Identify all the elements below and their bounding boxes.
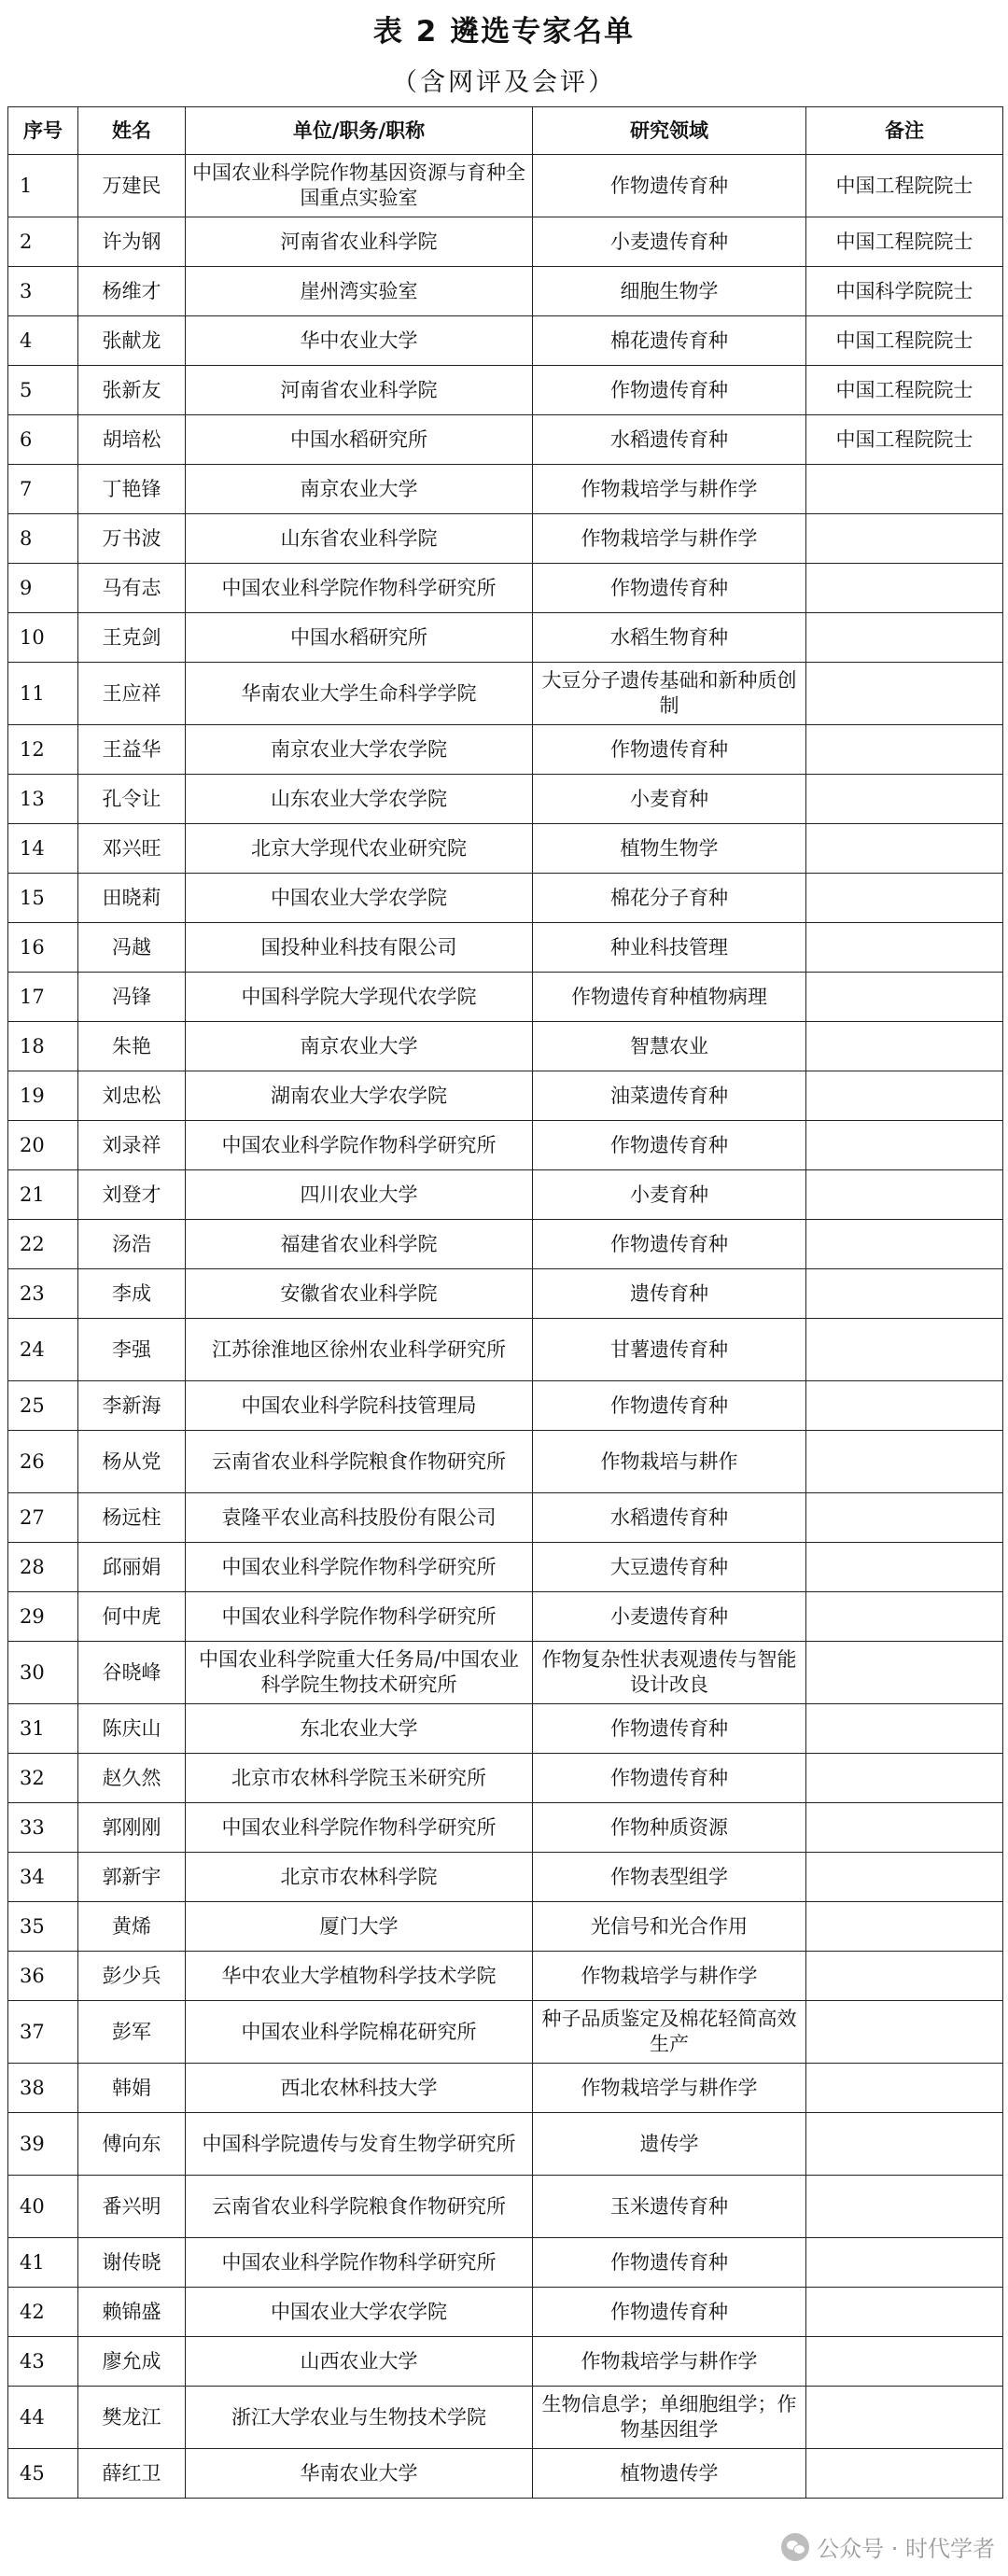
cell-remark (806, 2288, 1003, 2337)
table-row (8, 316, 1003, 366)
expert-table (7, 106, 1003, 2499)
cell-affiliation: 华中农业大学 (186, 316, 533, 366)
cell-affiliation: 北京市农林科学院玉米研究所 (186, 1754, 533, 1803)
cell-field: 作物遗传育种 (533, 564, 806, 613)
table-row (8, 155, 1003, 217)
cell-field: 棉花分子育种 (533, 874, 806, 923)
cell-remark (806, 1853, 1003, 1902)
cell-field: 作物遗传育种 (533, 366, 806, 415)
cell-index: 42 (8, 2288, 78, 2337)
cell-affiliation: 中国农业科学院作物基因资源与育种全国重点实验室 (186, 155, 533, 217)
cell-name: 张新友 (78, 366, 186, 415)
cell-remark (806, 1493, 1003, 1543)
cell-affiliation: 华中农业大学植物科学技术学院 (186, 1952, 533, 2001)
table-row (8, 824, 1003, 874)
cell-index: 40 (8, 2176, 78, 2238)
table-row (8, 973, 1003, 1022)
table-row (8, 2176, 1003, 2238)
watermark-text: 公众号 · 时代学者 (817, 2536, 995, 2562)
cell-affiliation: 中国农业科学院科技管理局 (186, 1381, 533, 1431)
table-row (8, 775, 1003, 824)
cell-remark (806, 2064, 1003, 2113)
table-row (8, 514, 1003, 564)
cell-affiliation: 江苏徐淮地区徐州农业科学研究所 (186, 1319, 533, 1381)
cell-index: 30 (8, 1642, 78, 1704)
cell-name: 杨维才 (78, 267, 186, 316)
table-row (8, 1853, 1003, 1902)
cell-remark (806, 2337, 1003, 2387)
cell-field: 大豆遗传育种 (533, 1543, 806, 1592)
table-row (8, 1493, 1003, 1543)
cell-remark: 中国科学院院士 (806, 267, 1003, 316)
table-row (8, 1902, 1003, 1952)
cell-remark (806, 663, 1003, 725)
cell-affiliation: 河南省农业科学院 (186, 366, 533, 415)
cell-index: 1 (8, 155, 78, 217)
cell-field: 水稻生物育种 (533, 613, 806, 663)
cell-name: 许为钢 (78, 217, 186, 267)
wechat-icon (781, 2533, 809, 2561)
cell-field: 作物表型组学 (533, 1853, 806, 1902)
cell-remark (806, 1381, 1003, 1431)
cell-index: 4 (8, 316, 78, 366)
col-header-name: 姓名 (78, 107, 186, 155)
cell-field: 作物遗传育种 (533, 1704, 806, 1754)
cell-affiliation: 山西农业大学 (186, 2337, 533, 2387)
cell-name: 韩娟 (78, 2064, 186, 2113)
cell-field: 光信号和光合作用 (533, 1902, 806, 1952)
table-row (8, 267, 1003, 316)
cell-index: 6 (8, 415, 78, 465)
cell-remark: 中国工程院院士 (806, 155, 1003, 217)
cell-field: 小麦育种 (533, 775, 806, 824)
table-row (8, 2288, 1003, 2337)
cell-affiliation: 山东农业大学农学院 (186, 775, 533, 824)
cell-remark (806, 514, 1003, 564)
cell-name: 李新海 (78, 1381, 186, 1431)
cell-name: 孔令让 (78, 775, 186, 824)
cell-index: 15 (8, 874, 78, 923)
cell-affiliation: 南京农业大学农学院 (186, 725, 533, 775)
cell-field: 作物栽培学与耕作学 (533, 465, 806, 514)
cell-index: 18 (8, 1022, 78, 1071)
col-header-field: 研究领域 (533, 107, 806, 155)
cell-remark (806, 2176, 1003, 2238)
cell-index: 32 (8, 1754, 78, 1803)
cell-name: 黄烯 (78, 1902, 186, 1952)
cell-field: 植物遗传学 (533, 2449, 806, 2499)
table-row (8, 1704, 1003, 1754)
cell-name: 冯越 (78, 923, 186, 973)
table-row (8, 1592, 1003, 1642)
table-row (8, 663, 1003, 725)
cell-index: 7 (8, 465, 78, 514)
col-header-index: 序号 (8, 107, 78, 155)
cell-name: 陈庆山 (78, 1704, 186, 1754)
table-row (8, 1071, 1003, 1121)
table-header-row (8, 107, 1003, 155)
cell-index: 27 (8, 1493, 78, 1543)
cell-name: 刘忠松 (78, 1071, 186, 1121)
cell-index: 31 (8, 1704, 78, 1754)
cell-name: 谢传晓 (78, 2238, 186, 2288)
cell-affiliation: 云南省农业科学院粮食作物研究所 (186, 2176, 533, 2238)
cell-index: 35 (8, 1902, 78, 1952)
table-body (8, 155, 1003, 2499)
table-row (8, 2064, 1003, 2113)
table-row (8, 1754, 1003, 1803)
cell-index: 10 (8, 613, 78, 663)
cell-name: 彭军 (78, 2001, 186, 2064)
cell-name: 杨从党 (78, 1431, 186, 1493)
cell-remark: 中国工程院院士 (806, 217, 1003, 267)
cell-name: 彭少兵 (78, 1952, 186, 2001)
cell-index: 36 (8, 1952, 78, 2001)
table-row (8, 415, 1003, 465)
table-row (8, 923, 1003, 973)
cell-index: 43 (8, 2337, 78, 2387)
cell-name: 薛红卫 (78, 2449, 186, 2499)
cell-field: 油菜遗传育种 (533, 1071, 806, 1121)
cell-index: 12 (8, 725, 78, 775)
table-row (8, 1170, 1003, 1220)
cell-field: 种业科技管理 (533, 923, 806, 973)
cell-affiliation: 中国水稻研究所 (186, 415, 533, 465)
cell-index: 19 (8, 1071, 78, 1121)
cell-remark (806, 973, 1003, 1022)
table-row (8, 217, 1003, 267)
table-row (8, 613, 1003, 663)
table-row (8, 2449, 1003, 2499)
cell-affiliation: 西北农林科技大学 (186, 2064, 533, 2113)
cell-affiliation: 中国农业科学院作物科学研究所 (186, 564, 533, 613)
cell-remark (806, 824, 1003, 874)
cell-remark (806, 1220, 1003, 1269)
cell-affiliation: 东北农业大学 (186, 1704, 533, 1754)
cell-field: 作物栽培学与耕作学 (533, 1952, 806, 2001)
cell-field: 植物生物学 (533, 824, 806, 874)
cell-field: 作物遗传育种 (533, 1754, 806, 1803)
cell-remark (806, 613, 1003, 663)
cell-remark (806, 2449, 1003, 2499)
cell-affiliation: 四川农业大学 (186, 1170, 533, 1220)
table-row (8, 2337, 1003, 2387)
cell-remark (806, 465, 1003, 514)
cell-name: 李成 (78, 1269, 186, 1319)
cell-index: 22 (8, 1220, 78, 1269)
cell-name: 丁艳锋 (78, 465, 186, 514)
cell-remark (806, 1319, 1003, 1381)
cell-name: 王益华 (78, 725, 186, 775)
cell-name: 刘录祥 (78, 1121, 186, 1170)
cell-field: 水稻遗传育种 (533, 1493, 806, 1543)
cell-field: 作物遗传育种 (533, 1220, 806, 1269)
cell-name: 李强 (78, 1319, 186, 1381)
cell-field: 大豆分子遗传基础和新种质创制 (533, 663, 806, 725)
cell-affiliation: 崖州湾实验室 (186, 267, 533, 316)
cell-name: 赖锦盛 (78, 2288, 186, 2337)
cell-index: 28 (8, 1543, 78, 1592)
cell-remark (806, 1431, 1003, 1493)
table-row (8, 564, 1003, 613)
cell-affiliation: 中国农业科学院棉花研究所 (186, 2001, 533, 2064)
cell-affiliation: 北京市农林科学院 (186, 1853, 533, 1902)
cell-name: 谷晓峰 (78, 1642, 186, 1704)
cell-field: 遗传育种 (533, 1269, 806, 1319)
cell-affiliation: 厦门大学 (186, 1902, 533, 1952)
col-header-remark: 备注 (806, 107, 1003, 155)
cell-index: 25 (8, 1381, 78, 1431)
cell-index: 3 (8, 267, 78, 316)
cell-affiliation: 中国农业科学院作物科学研究所 (186, 1543, 533, 1592)
cell-remark (806, 2113, 1003, 2176)
cell-affiliation: 安徽省农业科学院 (186, 1269, 533, 1319)
table-row (8, 1121, 1003, 1170)
cell-field: 作物遗传育种植物病理 (533, 973, 806, 1022)
cell-field: 作物栽培学与耕作学 (533, 2064, 806, 2113)
cell-index: 38 (8, 2064, 78, 2113)
cell-remark (806, 1704, 1003, 1754)
cell-index: 26 (8, 1431, 78, 1493)
cell-remark (806, 1071, 1003, 1121)
cell-field: 智慧农业 (533, 1022, 806, 1071)
cell-remark: 中国工程院院士 (806, 415, 1003, 465)
cell-field: 棉花遗传育种 (533, 316, 806, 366)
cell-field: 小麦育种 (533, 1170, 806, 1220)
cell-field: 作物遗传育种 (533, 2288, 806, 2337)
cell-name: 何中虎 (78, 1592, 186, 1642)
cell-remark (806, 2387, 1003, 2449)
table-row (8, 2387, 1003, 2449)
cell-affiliation: 国投种业科技有限公司 (186, 923, 533, 973)
cell-index: 21 (8, 1170, 78, 1220)
table-row (8, 1220, 1003, 1269)
cell-field: 作物遗传育种 (533, 1121, 806, 1170)
watermark (781, 2530, 995, 2563)
cell-name: 万建民 (78, 155, 186, 217)
cell-field: 作物复杂性状表观遗传与智能设计改良 (533, 1642, 806, 1704)
cell-affiliation: 山东省农业科学院 (186, 514, 533, 564)
cell-index: 17 (8, 973, 78, 1022)
cell-field: 作物栽培学与耕作学 (533, 2337, 806, 2387)
cell-index: 41 (8, 2238, 78, 2288)
table-row (8, 725, 1003, 775)
cell-name: 邓兴旺 (78, 824, 186, 874)
cell-affiliation: 袁隆平农业高科技股份有限公司 (186, 1493, 533, 1543)
cell-field: 作物遗传育种 (533, 725, 806, 775)
cell-name: 郭新宇 (78, 1853, 186, 1902)
cell-name: 汤浩 (78, 1220, 186, 1269)
cell-affiliation: 华南农业大学 (186, 2449, 533, 2499)
cell-name: 张献龙 (78, 316, 186, 366)
cell-index: 45 (8, 2449, 78, 2499)
cell-affiliation: 中国科学院大学现代农学院 (186, 973, 533, 1022)
cell-field: 作物栽培与耕作 (533, 1431, 806, 1493)
cell-name: 郭刚刚 (78, 1803, 186, 1853)
cell-index: 34 (8, 1853, 78, 1902)
cell-index: 11 (8, 663, 78, 725)
table-row (8, 1431, 1003, 1493)
cell-remark (806, 923, 1003, 973)
table-row (8, 1022, 1003, 1071)
cell-remark (806, 1170, 1003, 1220)
table-row (8, 2238, 1003, 2288)
cell-affiliation: 中国水稻研究所 (186, 613, 533, 663)
cell-field: 细胞生物学 (533, 267, 806, 316)
table-row (8, 874, 1003, 923)
cell-remark (806, 1902, 1003, 1952)
cell-index: 14 (8, 824, 78, 874)
page-title: 表 2 遴选专家名单 (372, 15, 636, 49)
table-row (8, 1642, 1003, 1704)
table-row (8, 1269, 1003, 1319)
cell-name: 刘登才 (78, 1170, 186, 1220)
table-row (8, 2001, 1003, 2064)
cell-name: 傅向东 (78, 2113, 186, 2176)
cell-remark (806, 874, 1003, 923)
cell-name: 杨远柱 (78, 1493, 186, 1543)
cell-affiliation: 北京大学现代农业研究院 (186, 824, 533, 874)
cell-name: 胡培松 (78, 415, 186, 465)
cell-index: 8 (8, 514, 78, 564)
cell-name: 王克剑 (78, 613, 186, 663)
cell-field: 作物遗传育种 (533, 2238, 806, 2288)
cell-affiliation: 南京农业大学 (186, 465, 533, 514)
cell-index: 37 (8, 2001, 78, 2064)
cell-remark (806, 1642, 1003, 1704)
page-subtitle: （含网评及会评） (392, 68, 616, 97)
cell-index: 24 (8, 1319, 78, 1381)
cell-affiliation: 中国科学院遗传与发育生物学研究所 (186, 2113, 533, 2176)
cell-remark: 中国工程院院士 (806, 316, 1003, 366)
cell-remark (806, 2001, 1003, 2064)
cell-affiliation: 中国农业科学院作物科学研究所 (186, 1592, 533, 1642)
cell-field: 作物栽培学与耕作学 (533, 514, 806, 564)
cell-index: 2 (8, 217, 78, 267)
table-row (8, 366, 1003, 415)
cell-index: 20 (8, 1121, 78, 1170)
cell-affiliation: 中国农业科学院作物科学研究所 (186, 1121, 533, 1170)
cell-name: 马有志 (78, 564, 186, 613)
col-header-affiliation: 单位/职务/职称 (186, 107, 533, 155)
cell-affiliation: 中国农业科学院作物科学研究所 (186, 2238, 533, 2288)
cell-field: 遗传学 (533, 2113, 806, 2176)
cell-remark (806, 1803, 1003, 1853)
cell-index: 5 (8, 366, 78, 415)
cell-name: 樊龙江 (78, 2387, 186, 2449)
cell-remark (806, 1952, 1003, 2001)
cell-remark (806, 725, 1003, 775)
cell-field: 玉米遗传育种 (533, 2176, 806, 2238)
cell-field: 种子品质鉴定及棉花轻简高效生产 (533, 2001, 806, 2064)
cell-affiliation: 河南省农业科学院 (186, 217, 533, 267)
cell-field: 小麦遗传育种 (533, 217, 806, 267)
cell-remark (806, 1592, 1003, 1642)
table-row (8, 1319, 1003, 1381)
cell-index: 29 (8, 1592, 78, 1642)
cell-remark (806, 1754, 1003, 1803)
cell-affiliation: 中国农业大学农学院 (186, 2288, 533, 2337)
cell-field: 水稻遗传育种 (533, 415, 806, 465)
table-row (8, 2113, 1003, 2176)
cell-remark (806, 1543, 1003, 1592)
cell-field: 作物种质资源 (533, 1803, 806, 1853)
cell-affiliation: 中国农业科学院重大任务局/中国农业科学院生物技术研究所 (186, 1642, 533, 1704)
cell-name: 廖允成 (78, 2337, 186, 2387)
cell-index: 23 (8, 1269, 78, 1319)
table-row (8, 1803, 1003, 1853)
cell-affiliation: 湖南农业大学农学院 (186, 1071, 533, 1121)
cell-index: 9 (8, 564, 78, 613)
cell-remark (806, 1121, 1003, 1170)
cell-name: 邱丽娟 (78, 1543, 186, 1592)
cell-index: 39 (8, 2113, 78, 2176)
cell-affiliation: 中国农业大学农学院 (186, 874, 533, 923)
cell-field: 作物遗传育种 (533, 155, 806, 217)
cell-affiliation: 云南省农业科学院粮食作物研究所 (186, 1431, 533, 1493)
cell-remark (806, 1022, 1003, 1071)
cell-affiliation: 福建省农业科学院 (186, 1220, 533, 1269)
cell-field: 小麦遗传育种 (533, 1592, 806, 1642)
cell-affiliation: 南京农业大学 (186, 1022, 533, 1071)
cell-index: 33 (8, 1803, 78, 1853)
cell-name: 万书波 (78, 514, 186, 564)
cell-remark (806, 1269, 1003, 1319)
table-row (8, 1952, 1003, 2001)
cell-remark: 中国工程院院士 (806, 366, 1003, 415)
table-row (8, 1381, 1003, 1431)
table-row (8, 1543, 1003, 1592)
cell-name: 田晓莉 (78, 874, 186, 923)
cell-remark (806, 775, 1003, 824)
cell-name: 赵久然 (78, 1754, 186, 1803)
cell-field: 甘薯遗传育种 (533, 1319, 806, 1381)
cell-field: 作物遗传育种 (533, 1381, 806, 1431)
cell-name: 朱艳 (78, 1022, 186, 1071)
cell-affiliation: 华南农业大学生命科学学院 (186, 663, 533, 725)
cell-affiliation: 中国农业科学院作物科学研究所 (186, 1803, 533, 1853)
cell-name: 番兴明 (78, 2176, 186, 2238)
cell-index: 16 (8, 923, 78, 973)
cell-index: 13 (8, 775, 78, 824)
cell-name: 王应祥 (78, 663, 186, 725)
cell-index: 44 (8, 2387, 78, 2449)
table-row (8, 465, 1003, 514)
cell-affiliation: 浙江大学农业与生物技术学院 (186, 2387, 533, 2449)
cell-remark (806, 564, 1003, 613)
cell-field: 生物信息学；单细胞组学；作物基因组学 (533, 2387, 806, 2449)
cell-name: 冯锋 (78, 973, 186, 1022)
cell-remark (806, 2238, 1003, 2288)
